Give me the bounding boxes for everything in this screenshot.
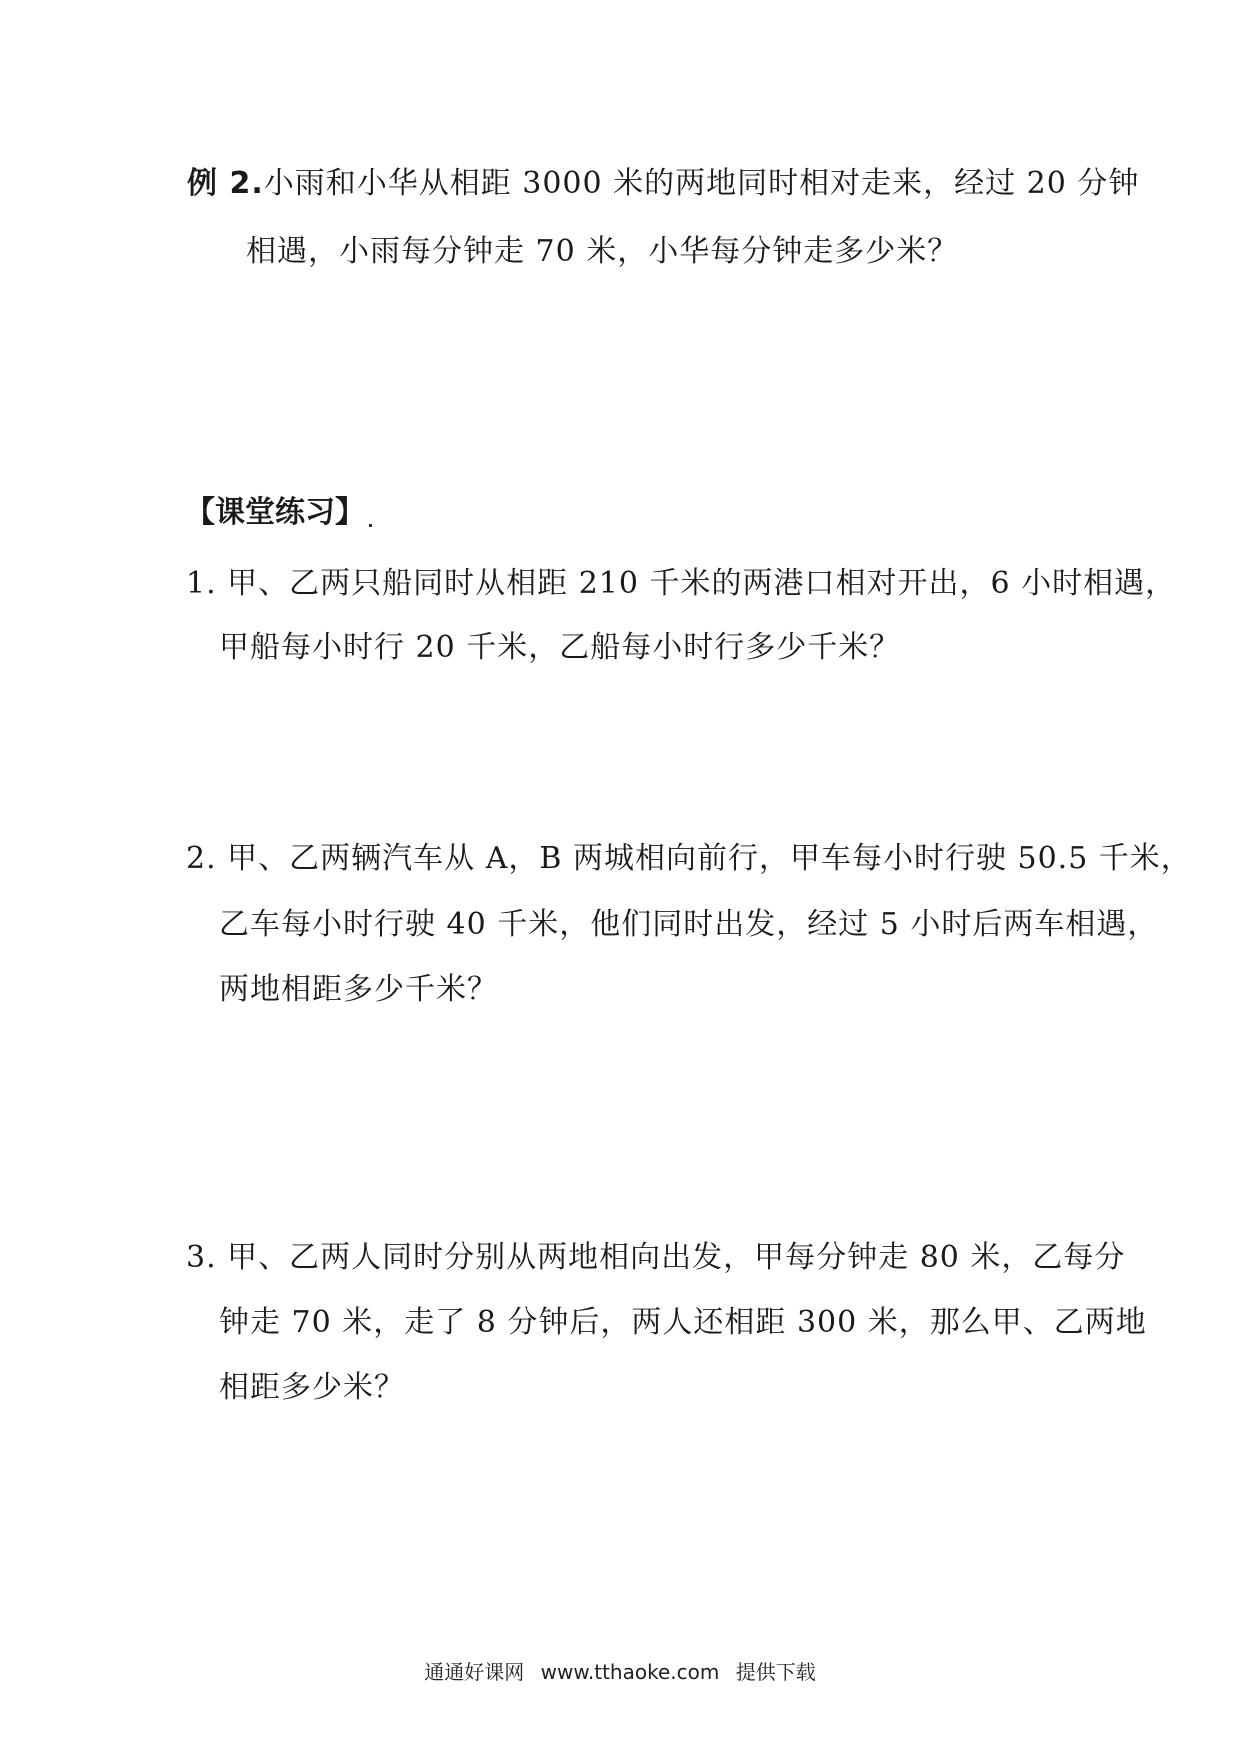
section-title-text: 【课堂练习】 <box>185 495 365 530</box>
problem-3-line-1: 3. 甲、乙两人同时分别从两地相向出发，甲每分钟走 80 米，乙每分 <box>186 1240 1126 1275</box>
problem-1-line-2: 甲船每小时行 20 千米，乙船每小时行多少千米？ <box>219 630 901 665</box>
footer-url[interactable]: www.tthaoke.com <box>540 1660 720 1684</box>
example-text-line-1: 小雨和小华从相距 3000 米的两地同时相对走来，经过 20 分钟 <box>263 166 1140 201</box>
problem-2-line-2: 乙车每小时行驶 40 千米，他们同时出发，经过 5 小时后两车相遇， <box>219 907 1159 942</box>
footer-site-name: 通通好课网 <box>424 1660 525 1684</box>
example-label: 例 2. <box>187 166 264 201</box>
problem-3-line-2: 钟走 70 米，走了 8 分钟后，两人还相距 300 米，那么甲、乙两地 <box>219 1305 1147 1340</box>
example-line-1 <box>187 164 1139 204</box>
footer <box>0 1658 1240 1686</box>
problem-1-line-1: 1. 甲、乙两只船同时从相距 210 千米的两港口相对开出，6 小时相遇， <box>186 566 1177 601</box>
problem-2-line-1: 2. 甲、乙两辆汽车从 A，B 两城相向前行，甲车每小时行驶 50.5 千米， <box>186 841 1192 876</box>
example-line-2: 相遇，小雨每分钟走 70 米，小华每分钟走多少米？ <box>246 234 959 269</box>
section-dot <box>369 524 372 527</box>
problem-2-line-3: 两地相距多少千米？ <box>219 972 498 1007</box>
problem-3-line-3: 相距多少米？ <box>219 1370 405 1405</box>
footer-action: 提供下载 <box>735 1660 816 1684</box>
section-title <box>185 493 372 533</box>
